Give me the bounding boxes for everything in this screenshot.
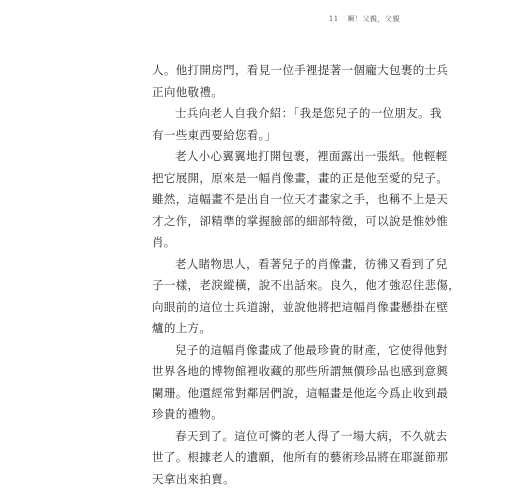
text-line: 闌珊。他還經常對鄰居們說，這幅畫是他迄今爲止收到最 — [152, 385, 449, 400]
text-line: 人。他打開房門，看見一位手裡提著一個龐大包裹的士兵 — [152, 63, 449, 77]
paragraph-first-line: 士兵向老人自我介紹：「我是您兒子的一位朋友。我 — [175, 106, 442, 120]
text-line: 把它展開，原來是一幅肖像畫，畫的正是他至愛的兒子。 — [152, 170, 449, 185]
text-line: 世界各地的博物館裡收藏的那些所謂無價珍品也感到意興 — [152, 364, 449, 378]
body-text — [152, 60, 461, 490]
text-line: 雖然，這幅畫不是出自一位天才畫家之手，也稱不上是天 — [152, 192, 449, 206]
page-number: 11 — [328, 15, 339, 23]
text-line: 正向他敬禮。 — [152, 84, 224, 99]
text-line: 世了。根據老人的遺願，他所有的藝術珍品將在耶誕節那 — [152, 450, 449, 464]
text-line: 有一些東西要給您看。」 — [152, 127, 277, 142]
running-header — [329, 14, 400, 24]
text-line: 子一樣，老淚縱橫，說不出話來。良久，他才強忍住悲傷， — [152, 278, 461, 292]
text-line: 向眼前的這位士兵道謝，並說他將把這幅肖像畫懸掛在壁 — [152, 299, 449, 314]
text-line: 珍貴的禮物。 — [152, 407, 224, 421]
paragraph-first-line: 兒子的這幅肖像畫成了他最珍貴的財產，它使得他對 — [175, 342, 448, 357]
text-line: 天拿出來拍賣。 — [152, 471, 235, 486]
text-line: 才之作，卻精準的掌握臉部的細部特徵，可以說是惟妙惟 — [152, 213, 449, 228]
section-title: 啊！父親，父親 — [347, 15, 400, 23]
paragraph-first-line: 春天到了。這位可憐的老人得了一場大病，不久就去 — [175, 428, 448, 443]
paragraph-first-line: 老人小心翼翼地打開包裹，裡面露出一張紙。他輕輕 — [175, 149, 448, 163]
text-line: 爐的上方。 — [152, 321, 212, 335]
text-line: 肖。 — [152, 235, 176, 249]
paragraph-first-line: 老人睹物思人，看著兒子的肖像畫，彷彿又看到了兒 — [175, 256, 448, 271]
